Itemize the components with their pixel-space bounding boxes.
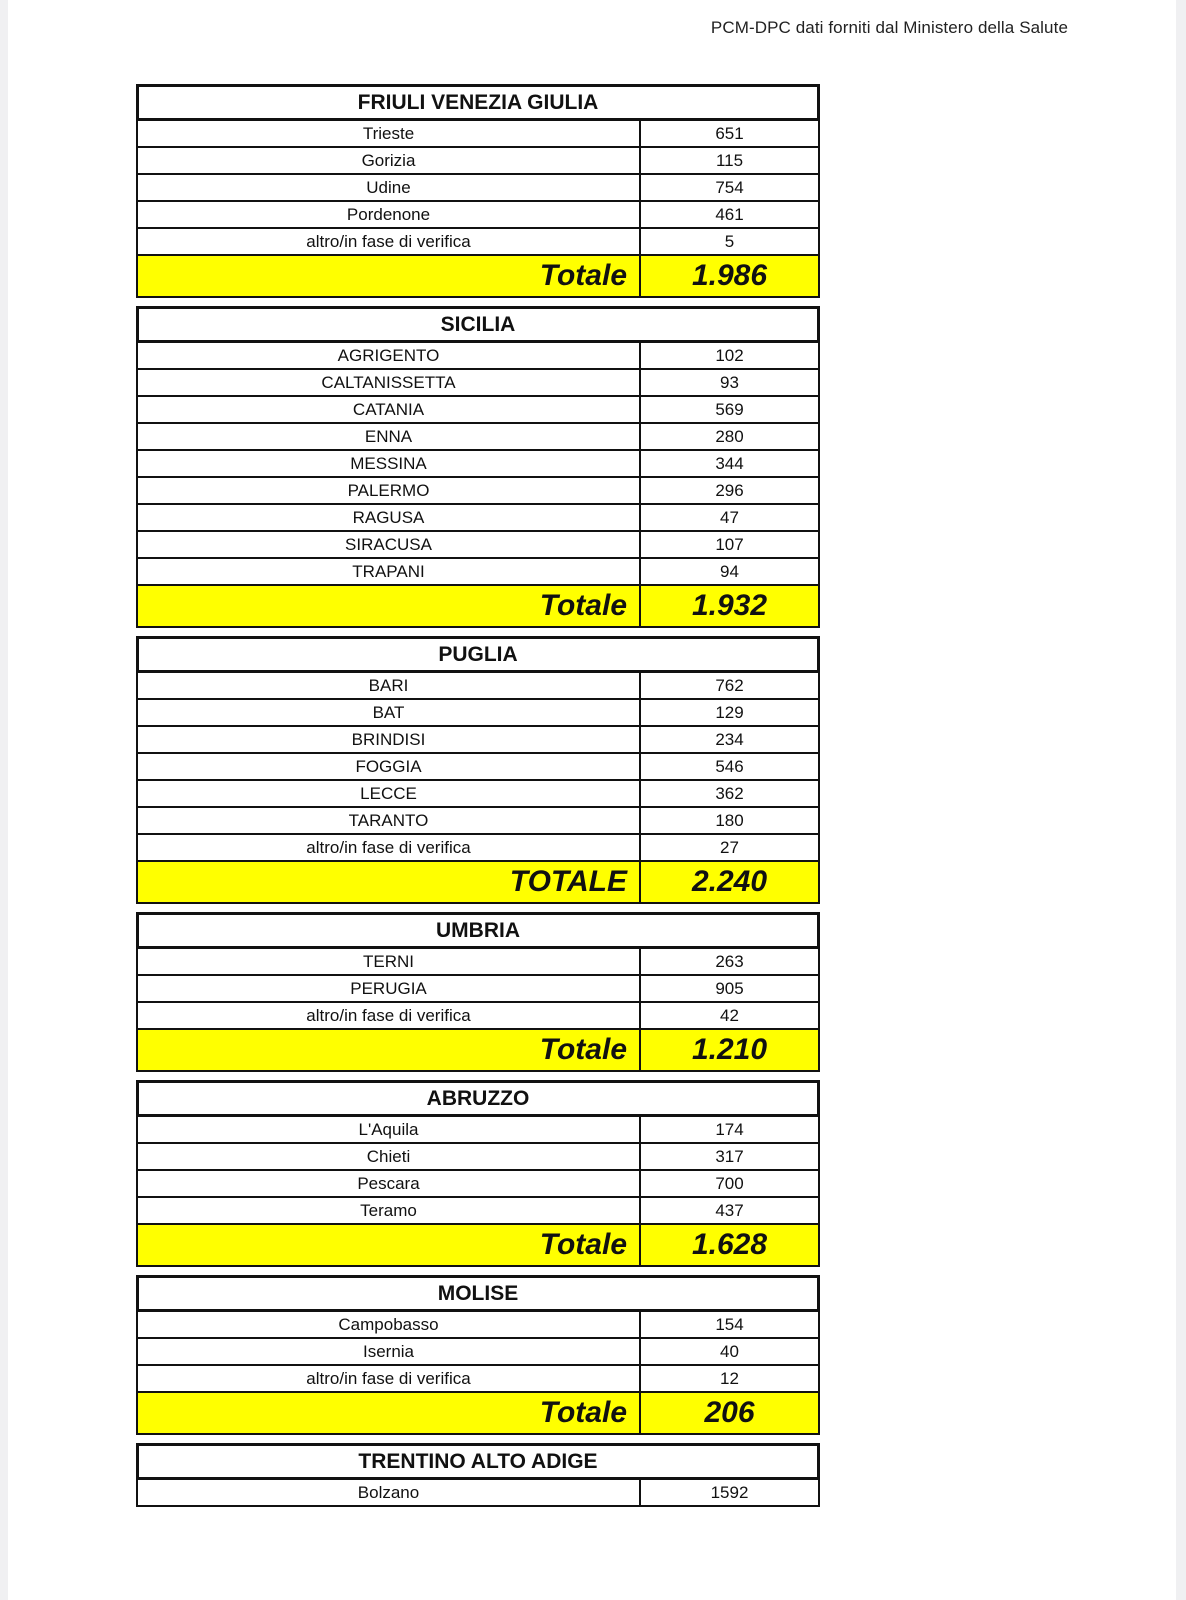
province-name: Trieste	[138, 121, 641, 146]
case-count: 317	[715, 1147, 744, 1166]
province-name: BAT	[138, 700, 641, 725]
total-row	[136, 1393, 820, 1435]
case-count: 115	[715, 151, 744, 170]
case-count: 280	[715, 427, 744, 446]
table-row	[136, 673, 820, 700]
total-row	[136, 1030, 820, 1072]
region-title: PUGLIA	[136, 636, 820, 673]
province-name: Pordenone	[138, 202, 641, 227]
table-row	[136, 1198, 820, 1225]
province-name: altro/in fase di verifica	[138, 835, 641, 860]
table-row	[136, 424, 820, 451]
table-row	[136, 559, 820, 586]
table-row	[136, 1339, 820, 1366]
province-name: Udine	[138, 175, 641, 200]
province-name: altro/in fase di verifica	[138, 229, 641, 254]
case-count: 180	[715, 811, 744, 830]
case-count: 296	[715, 481, 744, 500]
province-name: PERUGIA	[138, 976, 641, 1001]
table-row	[136, 397, 820, 424]
total-row	[136, 586, 820, 628]
case-count: 102	[715, 346, 744, 365]
region-title: SICILIA	[136, 306, 820, 343]
table-row	[136, 370, 820, 397]
regions-container	[136, 84, 820, 1515]
case-count: 234	[715, 730, 744, 749]
total-label: Totale	[138, 256, 641, 296]
table-row	[136, 808, 820, 835]
case-count: 27	[720, 838, 739, 857]
province-name: Bolzano	[138, 1480, 641, 1505]
case-count: 40	[720, 1342, 739, 1361]
region-title: ABRUZZO	[136, 1080, 820, 1117]
total-label: Totale	[138, 586, 641, 626]
source-header: PCM-DPC dati forniti dal Ministero della Salute	[710, 18, 1068, 37]
province-name: SIRACUSA	[138, 532, 641, 557]
case-count: 174	[715, 1120, 744, 1139]
province-name: TARANTO	[138, 808, 641, 833]
table-row	[136, 754, 820, 781]
table-row	[136, 148, 820, 175]
region-table	[136, 1080, 820, 1267]
case-count: 344	[715, 454, 744, 473]
case-count: 263	[715, 952, 744, 971]
case-count: 47	[720, 508, 739, 527]
province-name: AGRIGENTO	[138, 343, 641, 368]
table-row	[136, 835, 820, 862]
province-name: Campobasso	[138, 1312, 641, 1337]
province-name: ENNA	[138, 424, 641, 449]
table-row	[136, 343, 820, 370]
case-count: 754	[715, 178, 744, 197]
total-label: Totale	[138, 1030, 641, 1070]
region-title: FRIULI VENEZIA GIULIA	[136, 84, 820, 121]
total-label: Totale	[138, 1393, 641, 1433]
table-row	[136, 505, 820, 532]
province-name: altro/in fase di verifica	[138, 1003, 641, 1028]
province-name: CATANIA	[138, 397, 641, 422]
case-count: 651	[715, 124, 744, 143]
total-row	[136, 256, 820, 298]
case-count: 700	[715, 1174, 744, 1193]
total-value: 206	[704, 1396, 755, 1429]
table-row	[136, 1366, 820, 1393]
region-table	[136, 1443, 820, 1507]
province-name: Isernia	[138, 1339, 641, 1364]
case-count: 546	[715, 757, 744, 776]
total-row	[136, 862, 820, 904]
case-count: 107	[715, 535, 744, 554]
table-row	[136, 532, 820, 559]
document-page	[8, 0, 1176, 1600]
province-name: FOGGIA	[138, 754, 641, 779]
table-row	[136, 451, 820, 478]
total-label: TOTALE	[138, 862, 641, 902]
table-row	[136, 1003, 820, 1030]
table-row	[136, 121, 820, 148]
total-row	[136, 1225, 820, 1267]
region-table	[136, 1275, 820, 1435]
province-name: TRAPANI	[138, 559, 641, 584]
table-row	[136, 1480, 820, 1507]
province-name: altro/in fase di verifica	[138, 1366, 641, 1391]
case-count: 5	[724, 232, 735, 251]
case-count: 129	[715, 703, 744, 722]
province-name: Chieti	[138, 1144, 641, 1169]
region-table	[136, 912, 820, 1072]
province-name: BARI	[138, 673, 641, 698]
table-row	[136, 949, 820, 976]
total-value: 1.986	[691, 259, 768, 292]
province-name: L'Aquila	[138, 1117, 641, 1142]
province-name: PALERMO	[138, 478, 641, 503]
region-title: UMBRIA	[136, 912, 820, 949]
province-name: LECCE	[138, 781, 641, 806]
province-name: Teramo	[138, 1198, 641, 1223]
table-row	[136, 1171, 820, 1198]
region-table	[136, 636, 820, 904]
case-count: 461	[715, 205, 744, 224]
province-name: CALTANISSETTA	[138, 370, 641, 395]
total-label: Totale	[138, 1225, 641, 1265]
province-name: Gorizia	[138, 148, 641, 173]
table-row	[136, 175, 820, 202]
table-row	[136, 1312, 820, 1339]
case-count: 437	[715, 1201, 744, 1220]
province-name: Pescara	[138, 1171, 641, 1196]
province-name: TERNI	[138, 949, 641, 974]
table-row	[136, 781, 820, 808]
case-count: 93	[720, 373, 739, 392]
total-value: 2.240	[691, 865, 768, 898]
case-count: 154	[715, 1315, 744, 1334]
region-table	[136, 306, 820, 628]
table-row	[136, 727, 820, 754]
table-row	[136, 202, 820, 229]
province-name: BRINDISI	[138, 727, 641, 752]
case-count: 569	[715, 400, 744, 419]
case-count: 42	[720, 1006, 739, 1025]
table-row	[136, 1117, 820, 1144]
case-count: 94	[720, 562, 739, 581]
province-name: MESSINA	[138, 451, 641, 476]
table-row	[136, 1144, 820, 1171]
case-count: 762	[715, 676, 744, 695]
table-row	[136, 976, 820, 1003]
table-row	[136, 229, 820, 256]
case-count: 905	[715, 979, 744, 998]
region-title: TRENTINO ALTO ADIGE	[136, 1443, 820, 1480]
region-title: MOLISE	[136, 1275, 820, 1312]
table-row	[136, 700, 820, 727]
region-table	[136, 84, 820, 298]
total-value: 1.932	[691, 589, 768, 622]
case-count: 362	[715, 784, 744, 803]
total-value: 1.628	[691, 1228, 768, 1261]
case-count: 12	[720, 1369, 739, 1388]
case-count: 1592	[710, 1483, 749, 1502]
province-name: RAGUSA	[138, 505, 641, 530]
total-value: 1.210	[691, 1033, 768, 1066]
table-row	[136, 478, 820, 505]
